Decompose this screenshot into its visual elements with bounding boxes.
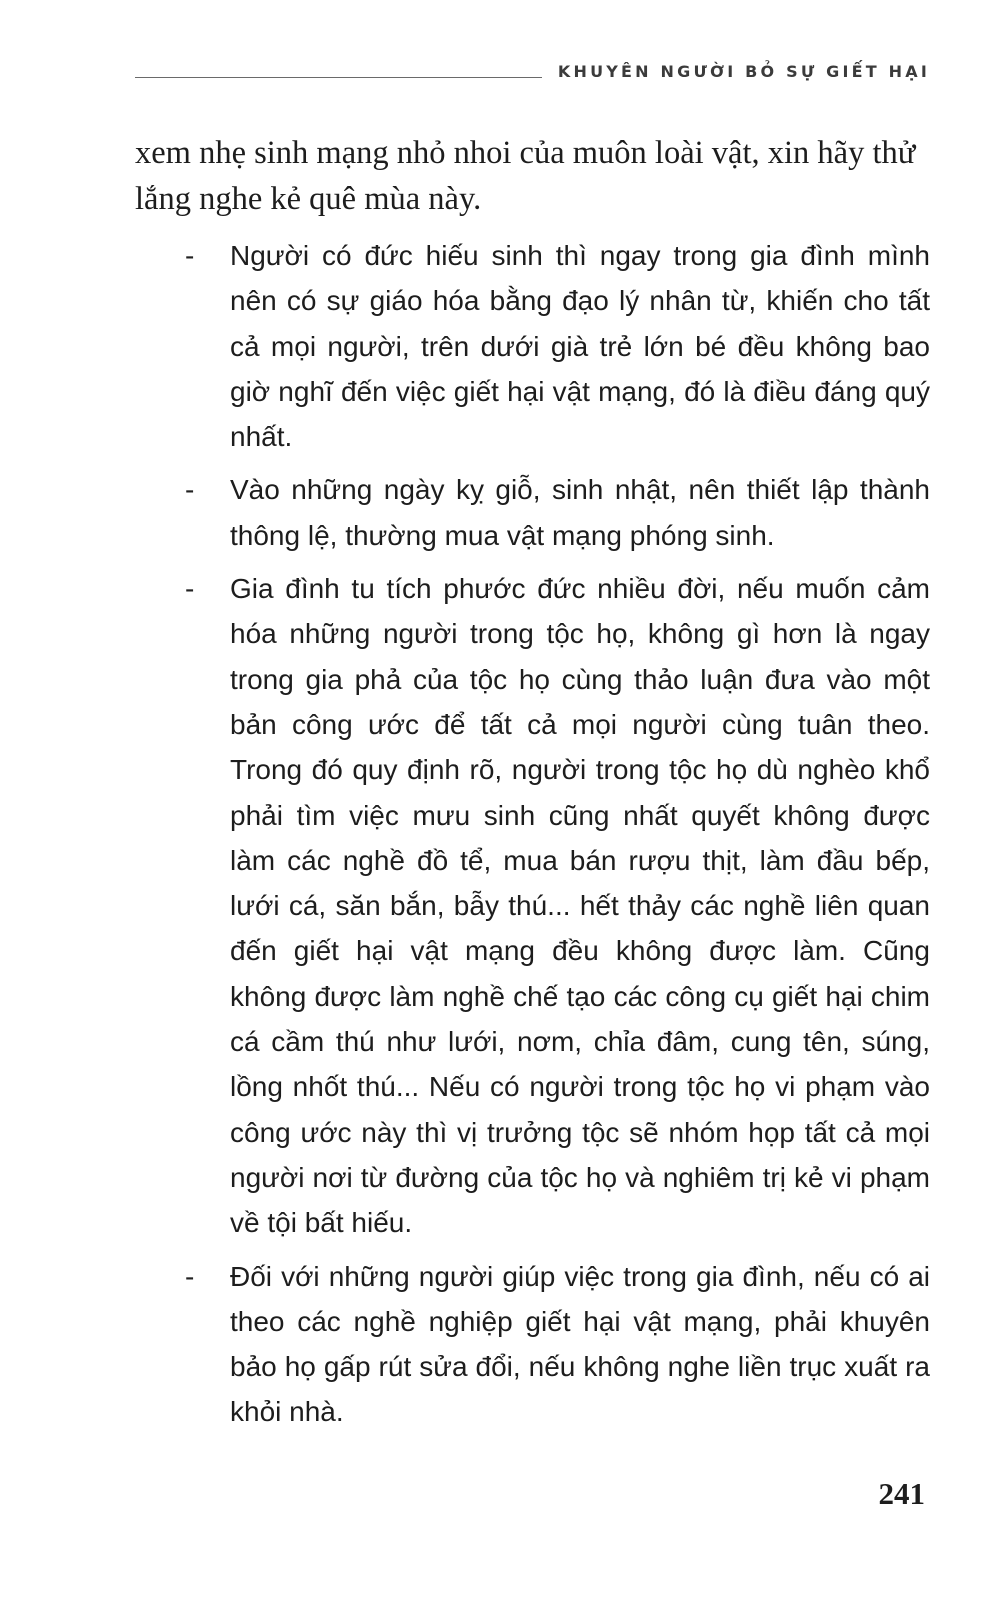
bullet-text: Vào những ngày kỵ giỗ, sinh nhật, nên thiết lập thành thông lệ, thường mua vật mạng phóng sinh. <box>230 474 930 551</box>
bullet-list <box>185 233 930 1443</box>
bullet-text: Người có đức hiếu sinh thì ngay trong gia đình mình nên có sự giáo hóa bằng đạo lý nhân từ, khiến cho tất cả mọi người, trên dưới già trẻ lớn bé đều không bao giờ nghĩ đến việc giết hại vật mạng, đó là điều đáng quý nhất. <box>230 240 930 453</box>
page-number: 241 <box>878 1476 925 1511</box>
bullet-dash: - <box>185 573 195 605</box>
bullet-dash: - <box>185 474 195 506</box>
bullet-item <box>185 233 930 459</box>
bullet-text: Đối với những người giúp việc trong gia đình, nếu có ai theo các nghề nghiệp giết hại vật mạng, phải khuyên bảo họ gấp rút sửa đổi, nếu không nghe liền trục xuất ra khỏi nhà. <box>230 1260 930 1428</box>
intro-paragraph: xem nhẹ sinh mạng nhỏ nhoi của muôn loài vật, xin hãy thử lắng nghe kẻ quê mùa này. <box>135 135 916 217</box>
running-header <box>135 56 930 86</box>
bullet-dash: - <box>185 240 195 271</box>
bullet-item <box>185 1254 930 1435</box>
header-rule <box>135 77 542 78</box>
bullet-item <box>185 566 930 1245</box>
chapter-title: KHUYÊN NGƯỜI BỎ SỰ GIẾT HẠI <box>557 61 930 81</box>
bullet-item <box>185 467 930 558</box>
bullet-dash: - <box>185 1260 195 1292</box>
bullet-text: Gia đình tu tích phước đức nhiều đời, nếu muốn cảm hóa những người trong tộc họ, không gì hơn là ngay trong gia phả của tộc họ cùng thảo luận đưa vào một bản công ước để tất cả mọi người cùng tuân theo. Trong đó quy định rõ, người trong tộc họ dù nghèo khổ phải tìm việc mưu sinh cũng nhất quyết không được làm các nghề đồ tể, mua bán rượu thịt, làm đầu bếp, lưới cá, săn bắn, bẫy thú... hết thảy các nghề liên quan đến giết hại vật mạng đều không được làm. Cũng không được làm nghề chế tạo các công cụ giết hại chim cá cầm thú như lưới, nơm, chỉa đâm, cung tên, súng, lồng nhốt thú... Nếu có người trong tộc họ vi phạm vào công ước này thì vị trưởng tộc sẽ nhóm họp tất cả mọi người nơi từ đường của tộc họ và nghiêm trị kẻ vi phạm về tội bất hiếu. <box>230 573 930 1239</box>
